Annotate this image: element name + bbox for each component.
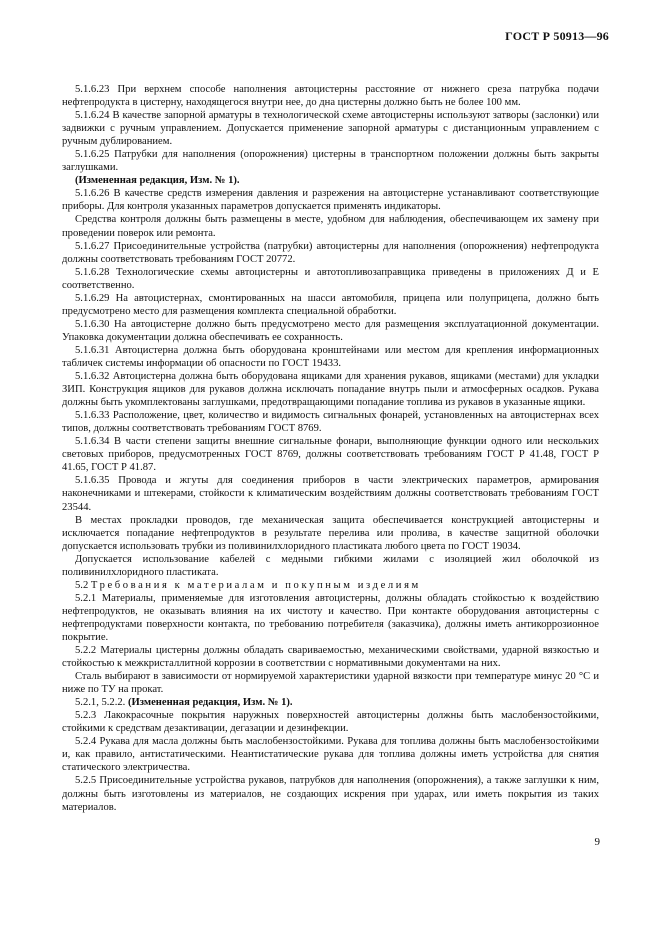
paragraph-text: Материалы цистерны должны обладать свариваемостью, механическими свойствами, ударной вязкостью и стойкостью к межкристаллитной коррозии в соответствии с нормативными документами на них. [62,645,599,670]
paragraph [62,553,599,579]
paragraph-text: При верхнем способе наполнения автоцистерны расстояние от нижнего среза патрубка подачи нефтепродукта в цистерну, находящегося внутри нее, до дна цистерны должно быть не более 100 мм. [62,84,599,109]
paragraph-text: Присоединительные устройства (патрубки) автоцистерны для наполнения (опорожнения) нефтепродукта должны соответствовать требованиям ГОСТ 20772. [62,240,599,265]
paragraph-text: Материалы, применяемые для изготовления автоцистерны, должны обладать стойкостью к воздействию нефтепродуктов, не оказывать влияния на их чистоту и качество. При контакте оборудования автоцистерны с нефтепродуктами поверхности контакта, по требованию потребителя (заказчика), должны иметь антикоррозионное покрытие. [62,592,599,643]
paragraph [62,292,599,318]
paragraph [62,644,599,670]
paragraph-text: В качестве средств измерения давления и разрежения на автоцистерне устанавливают соответствующие приборы. Для контроля указанных параметров допускается применять индикаторы. [62,188,599,213]
clause-number: 5.1.6.25 [75,149,110,161]
paragraph-text: В качестве запорной арматуры в технологической схеме автоцистерны используют затворы (заслонки) или задвижки с ручным управлением. Допускается применение запорной арматуры с дистанционным управлением с ручным дублированием. [62,110,599,148]
paragraph [62,148,599,174]
paragraph-text: Провода и жгуты для соединения приборов в части электрических параметров, армирования наконечниками и штекерами, стойкости к климатическим воздействиям должны соответствовать требованиям ГОСТ 23544. [62,475,599,513]
clause-number: 5.1.6.30 [75,318,110,330]
paragraph [62,774,599,813]
clause-number: 5.2.2 [75,645,97,657]
paragraph-text: Автоцистерна должна быть оборудована кронштейнами или местом для крепления информационных табличек системы информации об опасности по ГОСТ 19433. [62,344,599,369]
paragraph-text: Патрубки для наполнения (опорожнения) цистерны в транспортном положении должны быть закрыты заглушками. [62,149,599,174]
paragraph [62,670,599,696]
paragraph-text: В местах прокладки проводов, где механическая защита обеспечивается конструкцией автоцистерны и исключается попадание нефтепродуктов в результате перелива или пролива, в качестве защитной оболочки допускается использовать трубки из поливинилхлоридного пластиката любого цвета по ГОСТ 19034. [62,514,599,552]
paragraph [62,240,599,266]
paragraph-text: Лакокрасочные покрытия наружных поверхностей автоцистерны должны быть маслобензостойкими, стойкими к средствам дезактивации, дегазации и дезинфекции. [62,710,599,735]
paragraph-text: Технологические схемы автоцистерны и автотопливозаправщика приведены в приложениях Д и Е соответственно. [62,266,599,291]
paragraph [62,709,599,735]
paragraph-text: В части степени защиты внешние сигнальные фонари, выполняющие функции одного или нескольких световых приборов, предусмотренных ГОСТ 8769, должны соответствовать требованиям ГОСТ Р 41.48, ГОСТ Р 41.65, ГОСТ Р 41.87. [62,436,599,474]
clause-number: 5.1.6.24 [75,110,110,122]
paragraph-text: Автоцистерна должна быть оборудована ящиками для хранения рукавов, ящиками (местами) для укладки ЗИП. Конструкция ящиков для рукавов должна исключать попадание внутрь пыли и атмосферных осадков. Рукава должны быть укомплектованы заглушками, предотвращающими попадание топлива из рукавов в указанные ящики. [62,371,599,409]
clause-number: 5.1.6.26 [75,188,110,200]
paragraph [62,474,599,513]
paragraph [62,187,599,213]
clause-number: 5.1.6.23 [75,84,110,95]
clause-number: 5.1.6.33 [75,410,110,422]
paragraph [62,344,599,370]
document-body [62,83,599,814]
page-number: 9 [594,836,600,848]
paragraph [62,370,599,409]
paragraph [62,213,599,239]
paragraph-text: Допускается использование кабелей с медными гибкими жилами с изоляцией жил оболочкой из поливинилхлоридного пластиката. [62,553,599,578]
paragraph [62,435,599,474]
amendment-note: (Измененная редакция, Изм. № 1). [75,175,240,187]
section-heading: Требования к материалам и покупным изделиям [90,579,421,591]
clause-number: 5.2.1, 5.2.2. [75,697,126,709]
clause-number: 5.1.6.32 [75,371,110,383]
paragraph-text: Присоединительные устройства рукавов, патрубков для наполнения (опорожнения), а также заглушки к ним, должны быть изготовлены из материалов, не создающих искрения при ударах, или иметь покрытия из таких материалов. [62,775,599,813]
clause-number: 5.1.6.34 [75,436,110,448]
document-header: ГОСТ Р 50913—96 [505,29,609,43]
paragraph-text: Рукава для масла должны быть маслобензостойкими. Рукава для топлива должны быть маслобензостойкими и, как правило, антистатическими. Неантистатические рукава для топлива должны иметь устройства для снятия статического электричества. [62,736,599,774]
paragraph-text: Средства контроля должны быть размещены в месте, удобном для наблюдения, обеспечивающем их замену при проведении поверок или ремонта. [62,214,599,239]
paragraph [62,318,599,344]
clause-number: 5.2.1 [75,592,97,604]
clause-number: 5.2.4 [75,736,97,748]
paragraph [62,579,599,592]
paragraph [62,409,599,435]
paragraph-text: На автоцистернах, смонтированных на шасси автомобиля, прицепа или полуприцепа, должно быть предусмотрено место для размещения комплекта специальной обработки. [62,292,599,317]
paragraph [62,696,599,709]
clause-number: 5.1.6.28 [75,266,110,278]
clause-number: 5.1.6.31 [75,344,110,356]
paragraph-text: Расположение, цвет, количество и видимость сигнальных фонарей, установленных на автоцистернах всех типов, должны соответствовать требованиям ГОСТ 8769. [62,410,599,435]
paragraph-text: На автоцистерне должно быть предусмотрено место для размещения эксплуатационной документации. Упаковка документации должна обеспечивать ее сохранность. [62,318,599,343]
paragraph [62,174,599,187]
paragraph [62,514,599,553]
paragraph-text: Сталь выбирают в зависимости от нормируемой характеристики ударной вязкости при температуре минус 20 °С и ниже по ТУ на прокат. [62,671,599,696]
clause-number: 5.2.5 [75,775,97,787]
clause-number: 5.1.6.35 [75,475,110,487]
paragraph [62,109,599,148]
paragraph [62,83,599,109]
clause-number: 5.2.3 [75,710,97,722]
paragraph [62,266,599,292]
paragraph [62,735,599,774]
amendment-note: (Измененная редакция, Изм. № 1). [125,697,293,709]
clause-number: 5.1.6.29 [75,292,110,304]
paragraph [62,592,599,644]
clause-number: 5.2 [75,579,89,591]
clause-number: 5.1.6.27 [75,240,110,252]
